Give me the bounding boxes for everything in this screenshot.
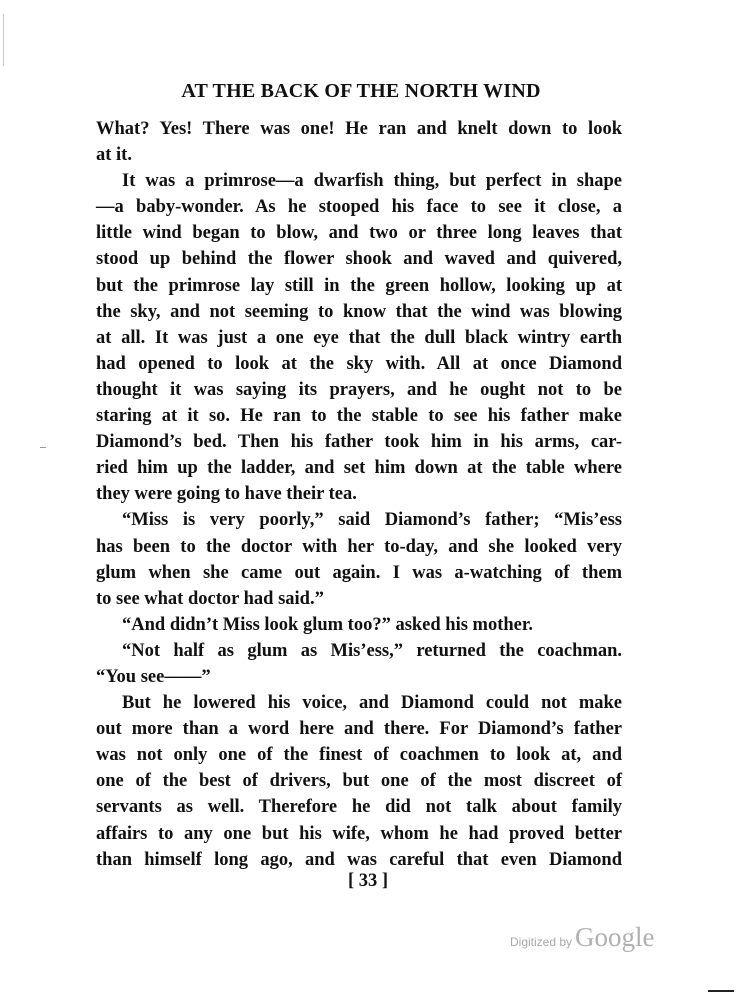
page-number: [ 33 ] <box>347 871 389 891</box>
text-line: than himself long ago, and was careful that even Diamond <box>96 849 622 870</box>
text-line: at it. <box>96 145 132 166</box>
text-line: thought it was saying its prayers, and he ought not to be <box>96 379 622 400</box>
digitized-by-label: Digitized by <box>510 935 573 949</box>
text-line: one of the best of drivers, but one of the most discreet of <box>96 771 622 792</box>
text-line: ried him up the ladder, and set him down at the table where <box>96 458 622 479</box>
text-line: —a baby-wonder. As he stooped his face to see it close, a <box>96 197 622 218</box>
google-logo-text: Google <box>575 922 655 952</box>
running-head: AT THE BACK OF THE NORTH WIND <box>181 80 541 102</box>
text-line: the sky, and not seeming to know that the wind was blowing <box>96 301 622 322</box>
text-line: “Miss is very poorly,” said Diamond’s father; “Mis’ess <box>122 510 622 531</box>
text-line: “You see——” <box>96 666 211 687</box>
text-line: had opened to look at the sky with. All at once Diamond <box>96 353 622 374</box>
text-line: servants as well. Therefore he did not talk about family <box>96 797 622 818</box>
text-line: “Not half as glum as Mis’ess,” returned the coachman. <box>122 640 622 661</box>
text-line: but the primrose lay still in the green hollow, looking up at <box>96 275 622 296</box>
text-line: affairs to any one but his wife, whom he had proved better <box>96 823 622 844</box>
body-text <box>96 116 622 873</box>
google-watermark <box>510 922 655 953</box>
scan-edge-dots <box>40 447 46 448</box>
text-line: was not only one of the finest of coachmen to look at, and <box>96 745 622 766</box>
text-line: It was a primrose—a dwarfish thing, but perfect in shape <box>122 171 622 192</box>
text-line: little wind began to blow, and two or three long leaves that <box>96 223 622 244</box>
text-line: out more than a word here and there. For Diamond’s father <box>96 719 622 740</box>
text-line: staring at it so. He ran to the stable to see his father make <box>96 406 622 427</box>
text-line: they were going to have their tea. <box>96 484 357 505</box>
text-line: glum when she came out again. I was a-watching of them <box>96 562 622 583</box>
text-line: Diamond’s bed. Then his father took him in his arms, car- <box>96 432 622 453</box>
text-line: stood up behind the flower shook and waved and quivered, <box>96 249 622 270</box>
text-line: to see what doctor had said.” <box>96 588 324 609</box>
text-line: at all. It was just a one eye that the dull black wintry earth <box>96 327 622 348</box>
scan-edge-dash <box>708 990 734 992</box>
text-line: has been to the doctor with her to-day, and she looked very <box>96 536 622 557</box>
scan-edge-mark <box>3 14 4 66</box>
text-line: But he lowered his voice, and Diamond could not make <box>122 693 622 714</box>
text-line: What? Yes! There was one! He ran and knelt down to look <box>96 119 622 139</box>
text-line: “And didn’t Miss look glum too?” asked his mother. <box>122 614 534 635</box>
